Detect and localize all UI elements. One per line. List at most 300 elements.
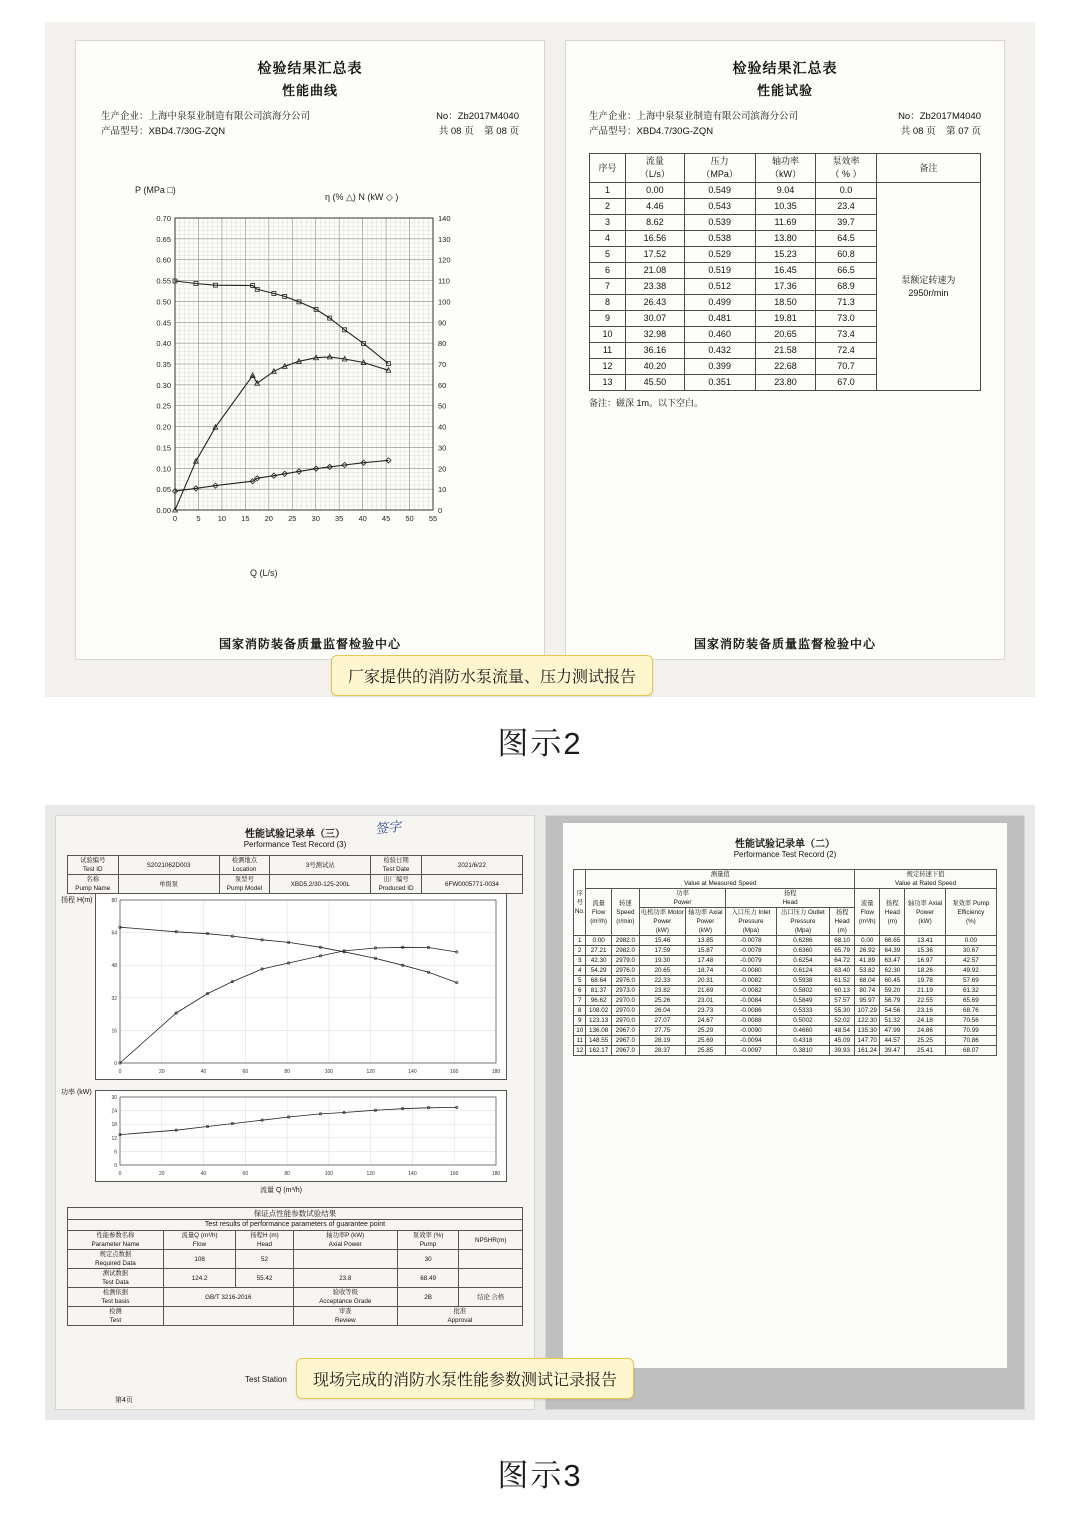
results-cell: 2 — [590, 199, 626, 215]
results-cell: 0.549 — [684, 183, 755, 199]
results-cell: 71.3 — [816, 295, 877, 311]
svg-text:0.00: 0.00 — [156, 506, 171, 515]
rec3-guarantee-title-en: Test results of performance parameters of guarantee point — [67, 1219, 523, 1230]
rec3-guarantee-header: 泵效率 (%) Pump — [397, 1231, 459, 1250]
test-record-2-sheet — [545, 815, 1025, 1410]
rec2-cell: 0.5802 — [776, 986, 829, 996]
results-cell: 8 — [590, 295, 626, 311]
svg-text:16: 16 — [111, 1028, 117, 1035]
rec2-cell: 65.79 — [830, 946, 855, 956]
table-row — [574, 986, 997, 996]
table-no: No：Zb2017M4040 — [898, 111, 981, 122]
results-cell: 0.499 — [684, 295, 755, 311]
svg-text:60: 60 — [242, 1171, 249, 1177]
rec3-field-label: 试验编号 Test ID — [68, 856, 119, 875]
rec3-field-label: 检测地点 Location — [219, 856, 270, 875]
svg-text:140: 140 — [408, 1171, 417, 1177]
svg-text:70: 70 — [438, 360, 447, 369]
rec3-field-table — [67, 855, 523, 894]
rec2-cell: 81.37 — [586, 986, 611, 996]
rec2-cell: 23.01 — [685, 996, 725, 1006]
table-row — [574, 976, 997, 986]
svg-text:40: 40 — [358, 514, 367, 523]
results-cell: 0.519 — [684, 263, 755, 279]
rec2-cell: 20.31 — [685, 976, 725, 986]
rec2-cell: 21.69 — [685, 986, 725, 996]
rec2-cell: 0.00 — [945, 936, 996, 946]
rec3-guarantee-label: 测试数据 Test Data — [68, 1269, 164, 1288]
rec3-guarantee-title-cn: 保证点性能参数试验结果 — [67, 1207, 523, 1219]
rec2-cell: 148.55 — [586, 1036, 611, 1046]
results-cell: 10.35 — [755, 199, 816, 215]
rec2-cell: 2970.0 — [611, 1006, 639, 1016]
figure-2-callout: 厂家提供的消防水泵流量、压力测试报告 — [331, 655, 653, 696]
results-table-sheet — [565, 40, 1005, 660]
results-cell: 0.432 — [684, 343, 755, 359]
results-cell: 17.52 — [625, 247, 684, 263]
rec2-cell: 68.07 — [945, 1046, 996, 1056]
rec3-grade-value: 2B — [397, 1288, 459, 1307]
curve-sheet-subtitle: 性能曲线 — [281, 83, 338, 98]
rec2-cell: 25.69 — [685, 1036, 725, 1046]
results-cell: 0.543 — [684, 199, 755, 215]
figure-3-callout: 现场完成的消防水泵性能参数测试记录报告 — [296, 1358, 634, 1399]
rec3-guarantee-cell: 52 — [236, 1250, 293, 1269]
results-table-note: 备注：磁深 1m。以下空白。 — [589, 398, 704, 408]
svg-text:32: 32 — [111, 995, 117, 1002]
table-row — [574, 1016, 997, 1026]
svg-text:0.10: 0.10 — [156, 464, 171, 474]
results-cell: 21.58 — [755, 343, 816, 359]
rec2-cell: -0.0078 — [726, 946, 777, 956]
svg-text:0.65: 0.65 — [156, 234, 171, 244]
rec3-power-chart-svg — [96, 1091, 506, 1181]
rec2-cell: 1 — [574, 936, 586, 946]
rec2-cell: 15.46 — [639, 936, 685, 946]
rec3-page-number: 第4页 — [115, 1397, 133, 1404]
rec2-cell: 51.32 — [880, 1016, 905, 1026]
results-header-cell: 序号 — [590, 154, 626, 183]
results-cell: 15.23 — [755, 247, 816, 263]
results-cell: 72.4 — [816, 343, 877, 359]
svg-text:0: 0 — [118, 1171, 122, 1177]
rec2-cell: -0.0082 — [726, 986, 777, 996]
table-row — [574, 956, 997, 966]
rec2-cell: 0.00 — [855, 936, 880, 946]
svg-text:40: 40 — [200, 1171, 207, 1177]
rec2-cell: 13.85 — [685, 936, 725, 946]
rec3-guarantee-table — [67, 1230, 523, 1326]
rec2-group-power: 功率 Power — [639, 889, 725, 908]
rec2-cell: 0.6360 — [776, 946, 829, 956]
results-cell: 5 — [590, 247, 626, 263]
rec2-cell: 8 — [574, 1006, 586, 1016]
rec2-cell: 47.99 — [880, 1026, 905, 1036]
results-cell: 0.538 — [684, 231, 755, 247]
results-cell: 4 — [590, 231, 626, 247]
rec2-cell: 23.73 — [685, 1006, 725, 1016]
rec2-cell: 0.6254 — [776, 956, 829, 966]
table-row — [68, 1307, 523, 1326]
results-cell: 73.0 — [816, 311, 877, 327]
table-row — [68, 856, 523, 875]
results-cell: 0.539 — [684, 215, 755, 231]
svg-text:140: 140 — [408, 1069, 417, 1075]
rec2-cell: 42.57 — [945, 956, 996, 966]
rec2-cell: 95.97 — [855, 996, 880, 1006]
results-cell: 0.0 — [816, 183, 877, 199]
results-cell: 67.0 — [816, 375, 877, 391]
rec2-cell: 122.30 — [855, 1016, 880, 1026]
rec2-cell: 147.70 — [855, 1036, 880, 1046]
results-cell: 9 — [590, 311, 626, 327]
svg-text:0.20: 0.20 — [156, 422, 171, 432]
results-cell: 36.16 — [625, 343, 684, 359]
rec2-cell: 107.29 — [855, 1006, 880, 1016]
rec2-cell: 0.4660 — [776, 1026, 829, 1036]
chart-left-axis-label: P (MPa □) — [135, 185, 176, 195]
chart-x-axis-label: Q (L/s) — [250, 568, 278, 578]
svg-text:90: 90 — [438, 318, 447, 328]
results-cell: 11.69 — [755, 215, 816, 231]
results-cell: 30.07 — [625, 311, 684, 327]
rec3-guarantee-label: 规定点数据 Required Data — [68, 1250, 164, 1269]
rec3-guarantee-cell — [293, 1250, 397, 1269]
rec2-cell: 96.62 — [586, 996, 611, 1006]
rec2-cell: 63.40 — [830, 966, 855, 976]
results-cell: 60.8 — [816, 247, 877, 263]
rec2-cell: 48.54 — [830, 1026, 855, 1036]
rec3-approval-label: 批准 Approval — [397, 1307, 522, 1326]
svg-text:25: 25 — [288, 514, 297, 523]
rec3-field-value: 6FW0005771-0034 — [421, 875, 522, 894]
rec2-cell: 2976.0 — [611, 976, 639, 986]
results-table — [589, 153, 981, 391]
rec2-cell: 68.76 — [945, 1006, 996, 1016]
rec2-group-head: 扬程 Head — [726, 889, 855, 908]
rec2-cell: -0.0086 — [726, 1006, 777, 1016]
rec3-handwriting: 签字 — [374, 818, 402, 837]
rec3-head-chart-svg — [96, 894, 506, 1079]
svg-text:50: 50 — [438, 401, 447, 411]
rec2-cell: 24.67 — [685, 1016, 725, 1026]
rec2-cell: 62.30 — [880, 966, 905, 976]
rec3-guarantee-cell: 108 — [163, 1250, 235, 1269]
rec2-cell: 70.86 — [945, 1036, 996, 1046]
table-sheet-meta — [589, 109, 981, 139]
results-header-cell: 流量 （L/s） — [625, 154, 684, 183]
rec2-cell: 3 — [574, 956, 586, 966]
rec2-header-motor-power: 电机功率 Motor Power (kW) — [640, 909, 684, 934]
rec3-guarantee-cell — [459, 1269, 523, 1288]
table-sheet-title: 检验结果汇总表 — [732, 60, 838, 76]
figure-3-caption: 图示3 — [497, 1458, 583, 1493]
rec2-cell: 2982.0 — [611, 946, 639, 956]
results-cell: 32.98 — [625, 327, 684, 343]
rec3-field-label: 名称 Pump Name — [68, 875, 119, 894]
rec2-cell: 15.36 — [905, 946, 945, 956]
results-cell: 4.46 — [625, 199, 684, 215]
rec2-cell: 2970.0 — [611, 996, 639, 1006]
svg-text:80: 80 — [438, 339, 447, 349]
rec3-basis-label: 检测依据 Test basis — [68, 1288, 164, 1307]
rec2-cell: 2979.0 — [611, 956, 639, 966]
svg-text:80: 80 — [284, 1069, 290, 1075]
rec2-cell: 57.57 — [830, 996, 855, 1006]
svg-text:100: 100 — [438, 297, 451, 307]
rec2-cell: 42.30 — [586, 956, 611, 966]
rec3-guarantee-cell: 55.42 — [236, 1269, 293, 1288]
rec2-cell: 25.29 — [685, 1026, 725, 1036]
rec2-cell: 25.26 — [639, 996, 685, 1006]
rec2-cell: 61.32 — [945, 986, 996, 996]
rec2-cell: 39.47 — [880, 1046, 905, 1056]
rec2-cell: 26.04 — [639, 1006, 685, 1016]
results-header-cell: 轴功率 （kW） — [755, 154, 816, 183]
svg-text:20: 20 — [438, 464, 447, 474]
rec2-cell: 0.5938 — [776, 976, 829, 986]
rec2-cell: 19.78 — [905, 976, 945, 986]
curve-pages: 共 08 页 第 08 页 — [438, 126, 519, 137]
results-cell: 0.460 — [684, 327, 755, 343]
svg-text:0: 0 — [114, 1163, 117, 1169]
rec3-field-value: 3号测试站 — [270, 856, 371, 875]
svg-text:15: 15 — [241, 514, 250, 523]
rec3-top-ylabel: 扬程 H(m) — [61, 897, 93, 904]
results-cell: 20.65 — [755, 327, 816, 343]
rec2-cell: 80.74 — [855, 986, 880, 996]
rec2-cell: 39.93 — [830, 1046, 855, 1056]
results-cell: 11 — [590, 343, 626, 359]
svg-text:0.05: 0.05 — [156, 485, 171, 495]
rec2-cell: 25.25 — [905, 1036, 945, 1046]
rec2-cell: 66.65 — [880, 936, 905, 946]
rec2-cell: 24.18 — [905, 1016, 945, 1026]
svg-text:0.30: 0.30 — [156, 380, 171, 390]
results-cell: 40.20 — [625, 359, 684, 375]
rec3-title: 性能试验记录单（三） — [245, 829, 345, 840]
rec2-cell: 55.30 — [830, 1006, 855, 1016]
table-row — [574, 1036, 997, 1046]
rec3-guarantee-header: 扬程H (m) Head — [236, 1231, 293, 1250]
rec3-result: 结论 合格 — [459, 1288, 523, 1307]
results-cell: 17.36 — [755, 279, 816, 295]
rec2-cell: 49.92 — [945, 966, 996, 976]
rec3-field-value: 单级泵 — [118, 875, 219, 894]
rec3-sign-value — [163, 1307, 293, 1326]
rec2-header-speed: 转速 Speed (r/min) — [611, 889, 639, 936]
svg-text:30: 30 — [438, 443, 447, 453]
curve-sheet-title: 检验结果汇总表 — [257, 60, 363, 76]
rec3-bottom-ylabel: 功率 (kW) — [61, 1089, 92, 1096]
rec3-guarantee-block — [67, 1207, 523, 1326]
rec3-guarantee-cell: 68.49 — [397, 1269, 459, 1288]
results-cell: 16.56 — [625, 231, 684, 247]
rec2-cell: 123.13 — [586, 1016, 611, 1026]
svg-text:0: 0 — [114, 1061, 117, 1067]
rec2-cell: 6 — [574, 986, 586, 996]
rec2-cell: 4 — [574, 966, 586, 976]
rec2-group-rated: 规定转速下值 Value at Rated Speed — [855, 870, 997, 889]
svg-text:120: 120 — [366, 1069, 375, 1075]
figure-3-image — [45, 805, 1035, 1420]
table-pages: 共 08 页 第 07 页 — [900, 126, 981, 137]
rec2-cell: 28.19 — [639, 1036, 685, 1046]
rec2-cell: 41.89 — [855, 956, 880, 966]
results-cell: 26.43 — [625, 295, 684, 311]
rec2-cell: 20.65 — [639, 966, 685, 976]
rec2-cell: 68.04 — [855, 976, 880, 986]
rec2-title: 性能试验记录单（二） — [735, 839, 835, 850]
rec3-test-station: Test Station — [245, 1375, 287, 1384]
table-row — [68, 875, 523, 894]
rec2-cell: 0.3810 — [776, 1046, 829, 1056]
rec2-cell: 9 — [574, 1016, 586, 1026]
rec2-cell: 60.45 — [880, 976, 905, 986]
rec3-xlabel: 流量 Q (m³/h) — [260, 1187, 302, 1194]
results-cell: 45.50 — [625, 375, 684, 391]
rec2-cell: 27.75 — [639, 1026, 685, 1036]
rec2-cell: 68.64 — [586, 976, 611, 986]
rec2-cell: 2967.0 — [611, 1036, 639, 1046]
table-row — [68, 1231, 523, 1250]
test-record-3-sheet — [55, 815, 535, 1410]
results-cell: 0.399 — [684, 359, 755, 375]
rec2-cell: 11 — [574, 1036, 586, 1046]
table-row — [574, 1046, 997, 1056]
results-cell: 23.38 — [625, 279, 684, 295]
svg-text:18: 18 — [111, 1122, 117, 1129]
rec2-cell: 162.17 — [586, 1046, 611, 1056]
rec2-cell: 15.87 — [685, 946, 725, 956]
results-cell: 66.5 — [816, 263, 877, 279]
rec2-cell: -0.0079 — [726, 956, 777, 966]
results-cell: 6 — [590, 263, 626, 279]
svg-text:0.70: 0.70 — [156, 214, 171, 223]
results-cell: 68.9 — [816, 279, 877, 295]
rec3-field-value: S2021062D003 — [118, 856, 219, 875]
curve-no: No：Zb2017M4040 — [436, 111, 519, 122]
rec2-cell: 23.82 — [639, 986, 685, 996]
svg-text:0.45: 0.45 — [156, 318, 171, 328]
rec3-subtitle: Performance Test Record (3) — [243, 840, 347, 849]
rec2-cell: -0.0088 — [726, 1016, 777, 1026]
results-table-wrap — [589, 153, 981, 391]
rec2-cell: 2982.0 — [611, 936, 639, 946]
rec3-guarantee-header: NPSHR(m) — [459, 1231, 523, 1250]
rec3-head-chart — [95, 893, 507, 1080]
rec2-cell: 25.41 — [905, 1046, 945, 1056]
rec2-cell: 0.5849 — [776, 996, 829, 1006]
rec2-cell: 30.67 — [945, 946, 996, 956]
rec2-cell: 16.97 — [905, 956, 945, 966]
results-cell: 22.68 — [755, 359, 816, 375]
performance-curve-chart — [133, 210, 485, 555]
svg-text:180: 180 — [491, 1171, 501, 1177]
rec2-cell: 18.74 — [685, 966, 725, 976]
results-cell: 10 — [590, 327, 626, 343]
results-cell: 7 — [590, 279, 626, 295]
table-row — [574, 870, 997, 889]
rec2-cell: 161.24 — [855, 1046, 880, 1056]
rec2-cell: 64.72 — [830, 956, 855, 966]
rec3-review-label: 审查 Review — [293, 1307, 397, 1326]
rec2-cell: 0.5002 — [776, 1016, 829, 1026]
svg-text:60: 60 — [438, 380, 447, 390]
rec2-subtitle: Performance Test Record (2) — [733, 850, 837, 859]
rec3-field-value: 2021/6/22 — [421, 856, 522, 875]
rec2-cell: -0.0080 — [726, 966, 777, 976]
rec2-cell: 27.07 — [639, 1016, 685, 1026]
table-row — [574, 1026, 997, 1036]
rec2-cell: -0.0084 — [726, 996, 777, 1006]
svg-text:30: 30 — [311, 514, 320, 523]
figure-2-caption: 图示2 — [497, 726, 583, 761]
results-cell: 3 — [590, 215, 626, 231]
rec2-cell: 24.86 — [905, 1026, 945, 1036]
rec2-data-table — [573, 869, 997, 1056]
svg-text:100: 100 — [324, 1069, 334, 1075]
results-header-cell: 泵效率 （ % ） — [816, 154, 877, 183]
rec3-guarantee-cell: 23.8 — [293, 1269, 397, 1288]
rec2-cell: 17.48 — [685, 956, 725, 966]
rec3-sign-label: 检测 Test — [68, 1307, 164, 1326]
results-header-cell: 备注 — [876, 154, 980, 183]
rec2-cell: 56.79 — [880, 996, 905, 1006]
rec2-cell: -0.0094 — [726, 1036, 777, 1046]
curve-sheet-footer: 国家消防装备质量监督检验中心 — [218, 637, 401, 651]
rec2-header-head: 扬程 Head (m) — [830, 908, 855, 936]
results-cell: 12 — [590, 359, 626, 375]
svg-text:6: 6 — [114, 1149, 117, 1156]
svg-text:0.15: 0.15 — [156, 443, 171, 453]
results-cell: 70.7 — [816, 359, 877, 375]
rec2-cell: 2976.0 — [611, 966, 639, 976]
results-cell: 8.62 — [625, 215, 684, 231]
svg-text:80: 80 — [284, 1171, 290, 1177]
rec3-power-chart — [95, 1090, 507, 1182]
svg-text:20: 20 — [158, 1171, 165, 1177]
rec2-cell: -0.0082 — [726, 976, 777, 986]
rec2-cell: 25.85 — [685, 1046, 725, 1056]
rec2-cell: 54.56 — [880, 1006, 905, 1016]
results-remark-cell: 泵额定转速为 2950r/min — [876, 183, 980, 391]
svg-text:0.35: 0.35 — [156, 360, 171, 369]
rec2-cell: 70.99 — [945, 1026, 996, 1036]
results-cell: 1 — [590, 183, 626, 199]
curve-producer: 生产企业：上海中泉泵业制造有限公司滨海分公司 — [101, 111, 311, 122]
svg-text:20: 20 — [264, 514, 273, 523]
svg-text:60: 60 — [242, 1069, 249, 1075]
rec2-cell: 28.37 — [639, 1046, 685, 1056]
results-cell: 23.80 — [755, 375, 816, 391]
svg-text:12: 12 — [111, 1135, 117, 1142]
rec2-cell: 10 — [574, 1026, 586, 1036]
svg-text:140: 140 — [438, 214, 451, 223]
table-sheet-footer: 国家消防装备质量监督检验中心 — [693, 637, 876, 651]
rec3-field-label: 泵型号 Pump Model — [219, 875, 270, 894]
rec3-guarantee-header: 流量Q (m³/h) Flow — [163, 1231, 235, 1250]
results-cell: 0.529 — [684, 247, 755, 263]
rec2-cell: 61.52 — [830, 976, 855, 986]
rec2-cell: 27.21 — [586, 946, 611, 956]
rec2-header-rated-flow: 流量 Flow (m³/h) — [855, 889, 880, 936]
curve-sheet-meta — [101, 109, 519, 139]
table-producer: 生产企业：上海中泉泵业制造有限公司滨海分公司 — [589, 111, 799, 122]
rec3-grade-label: 验收等级 Acceptance Grade — [293, 1288, 397, 1307]
rec2-cell: 2967.0 — [611, 1026, 639, 1036]
rec2-header-outlet: 出口压力 Outlet Pressure (Mpa) — [776, 908, 829, 936]
